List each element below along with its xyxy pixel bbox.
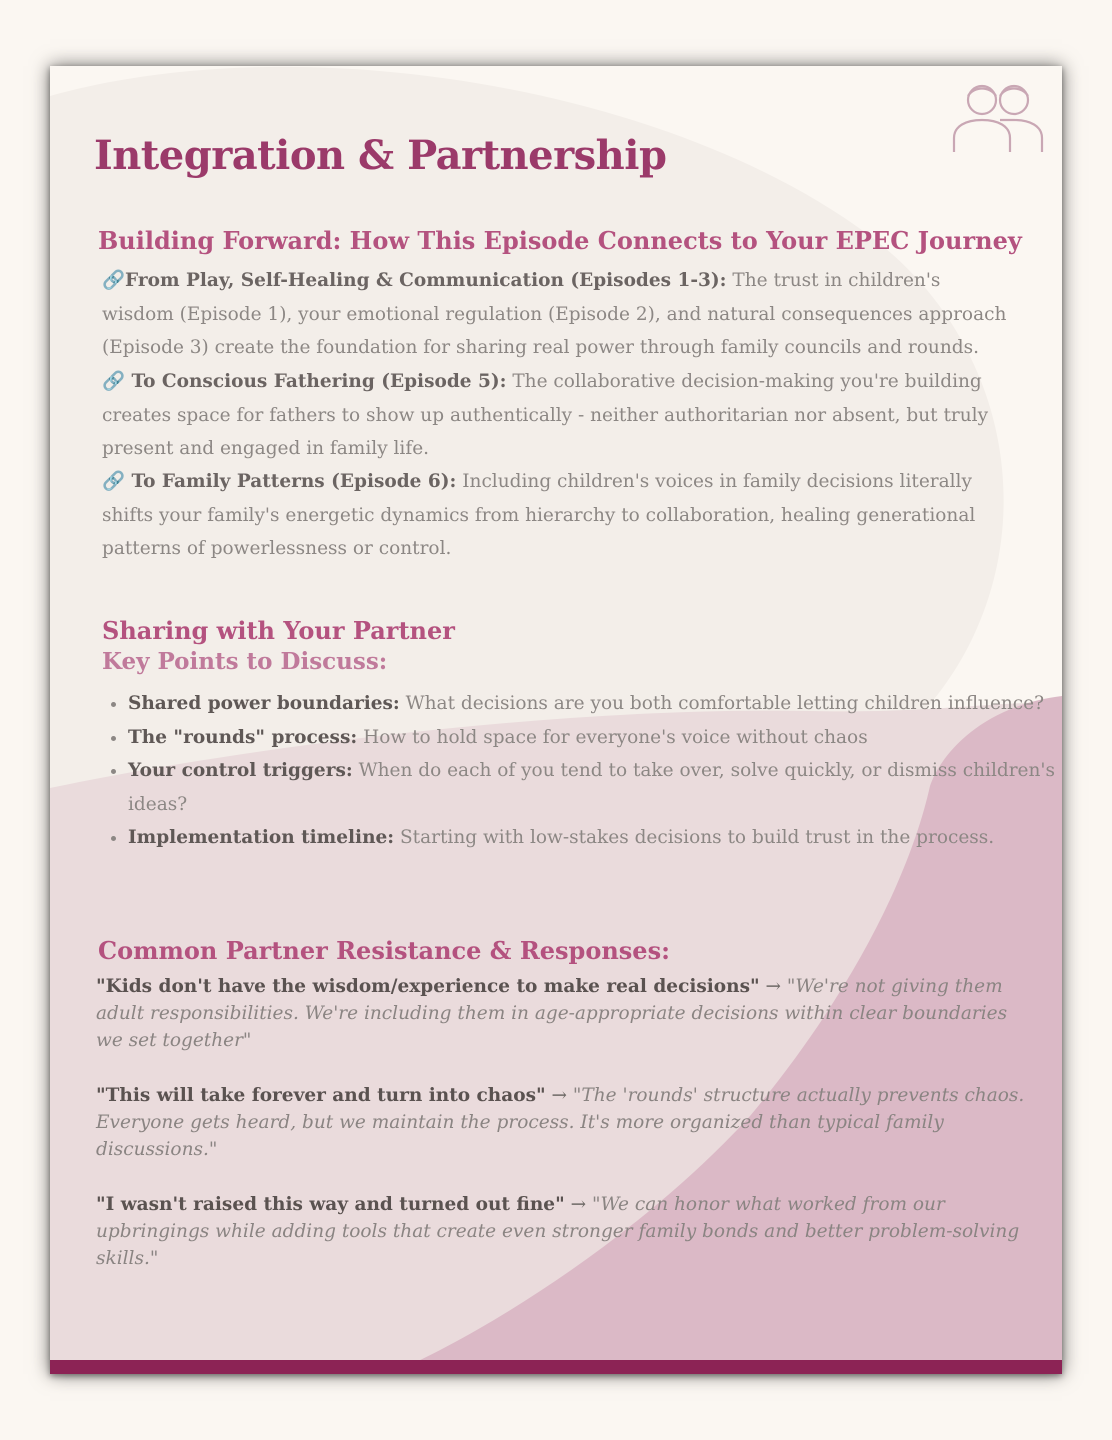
connection-text: The collaborative decision-making you're building creates space for fathers to show up authentically - neither authoritarian nor absent, but truly present and engaged in family life. bbox=[102, 371, 989, 459]
key-points-subheading: Key Points to Discuss: bbox=[102, 648, 388, 675]
connection-item bbox=[102, 264, 1012, 365]
response-text: "The 'rounds' structure actually prevents chaos. Everyone gets heard, but we maintain the process. It's more organized than typical family discussions." bbox=[96, 1085, 1025, 1160]
objection-text: "This will take forever and turn into chaos" bbox=[96, 1085, 546, 1106]
connection-text: Including children's voices in family decisions literally shifts your family's energetic dynamics from hierarchy to collaboration, healing generational patterns of powerlessness or control. bbox=[102, 471, 976, 559]
connection-item bbox=[102, 365, 1012, 466]
arrow-icon: → bbox=[545, 1085, 573, 1106]
connection-text: The trust in children's wisdom (Episode 1), your emotional regulation (Episode 2), and natural consequences approach (Episode 3) create the foundation for sharing real power through family councils and rounds. bbox=[102, 270, 1007, 358]
sharing-heading: Sharing with Your Partner bbox=[102, 616, 455, 645]
connection-lead: To Family Patterns (Episode 6): bbox=[125, 471, 457, 492]
point-lead: Implementation timeline: bbox=[128, 827, 395, 848]
resistance-item bbox=[96, 1191, 1026, 1272]
arrow-icon: → bbox=[564, 1194, 592, 1215]
point-text: Starting with low-stakes decisions to build trust in the process. bbox=[394, 827, 995, 848]
page-content bbox=[50, 66, 1062, 1374]
building-forward-heading: Building Forward: How This Episode Connects to Your EPEC Journey bbox=[98, 226, 1022, 255]
list-item bbox=[128, 754, 1058, 821]
resistance-item bbox=[96, 1082, 1026, 1163]
point-text: How to hold space for everyone's voice without chaos bbox=[357, 726, 868, 748]
point-lead: Your control triggers: bbox=[128, 760, 353, 781]
arrow-icon: → bbox=[759, 976, 787, 997]
link-icon: 🔗 bbox=[102, 371, 126, 392]
connection-lead: To Conscious Fathering (Episode 5): bbox=[125, 371, 507, 392]
point-lead: The "rounds" process: bbox=[128, 726, 358, 748]
list-item bbox=[128, 821, 1058, 855]
resistance-heading: Common Partner Resistance & Responses: bbox=[98, 936, 670, 965]
objection-text: "Kids don't have the wisdom/experience to make real decisions" bbox=[96, 976, 760, 997]
resistance-item bbox=[96, 973, 1026, 1054]
point-text: When do each of you tend to take over, solve quickly, or dismiss children's ideas? bbox=[128, 760, 1056, 815]
objection-text: "I wasn't raised this way and turned out fine" bbox=[96, 1194, 565, 1215]
footer-bar bbox=[50, 1360, 1062, 1374]
document-page bbox=[50, 66, 1062, 1374]
point-text: What decisions are you both comfortable letting children influence? bbox=[399, 693, 1045, 714]
response-text: "We can honor what worked from our upbringings while adding tools that create even stronger family bonds and better problem-solving skills." bbox=[96, 1194, 1020, 1269]
response-text: "We're not giving them adult responsibilities. We're including them in age-appropriate decisions within clear boundaries we set together" bbox=[96, 976, 1008, 1051]
list-item bbox=[128, 721, 1058, 755]
link-icon: 🔗 bbox=[102, 471, 126, 492]
connection-item bbox=[102, 465, 1012, 566]
connection-lead: From Play, Self-Healing & Communication (Episodes 1-3): bbox=[125, 270, 727, 291]
list-item bbox=[128, 687, 1058, 721]
page-title: Integration & Partnership bbox=[94, 132, 667, 179]
link-icon: 🔗 bbox=[102, 270, 126, 291]
key-points-list bbox=[102, 687, 1058, 855]
point-lead: Shared power boundaries: bbox=[128, 693, 400, 714]
